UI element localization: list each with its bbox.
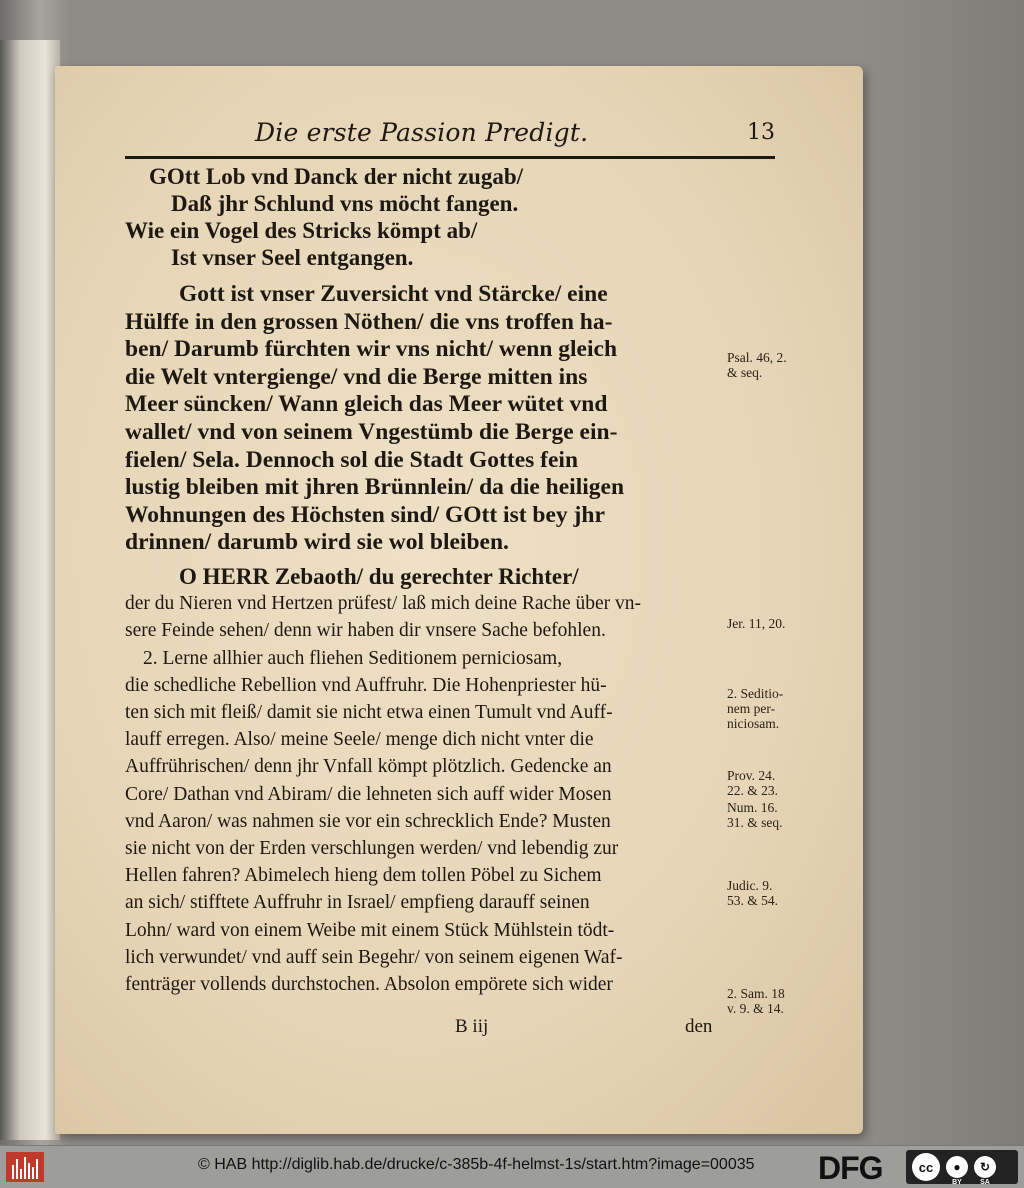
- page-content: [125, 116, 787, 1037]
- psalm-line: wallet/ vnd von seinem Vngestümb die Berge ein-: [125, 418, 618, 445]
- cc-license-badge[interactable]: [906, 1150, 1018, 1184]
- book-edge: [0, 40, 60, 1140]
- sa-label: SA: [980, 1179, 990, 1186]
- section-line: an sich/ stifftete Auffruhr in Israel/ empfieng darauff seinen: [125, 892, 590, 914]
- section-line: vnd Aaron/ was nahmen sie vor ein schrecklich Ende? Musten: [125, 810, 611, 832]
- section-line: Hellen fahren? Abimelech hieng dem tollen Pöbel zu Sichem: [125, 865, 602, 887]
- margin-note-line: Num. 16.: [727, 800, 778, 815]
- margin-note-line: niciosam.: [727, 716, 780, 731]
- running-head: [125, 116, 775, 159]
- hymn-verse: [125, 163, 775, 271]
- cc-icon: cc: [912, 1153, 940, 1181]
- section-line: Auffrührischen/ denn jhr Vnfall kömpt plötzlich. Gedencke an: [125, 756, 612, 778]
- copyright-link[interactable]: © HAB http://diglib.hab.de/drucke/c-385b-4f-helmst-1s/start.htm?image=00035: [198, 1156, 755, 1173]
- prayer-line: der du Nieren vnd Hertzen prüfest/ laß mich deine Rache über vn-: [125, 593, 642, 615]
- catchword: den: [685, 1016, 713, 1037]
- margin-note-line: Psal. 46, 2.: [727, 350, 787, 365]
- prayer-line: sere Feinde sehen/ denn wir haben dir vnsere Sache befohlen.: [125, 620, 606, 642]
- hymn-line: Daß jhr Schlund vns möcht fangen.: [171, 191, 519, 216]
- margin-note-line: 22. & 23.: [727, 783, 779, 798]
- margin-note-line: Prov. 24.: [727, 768, 776, 783]
- psalm-line: Wohnungen des Höchsten sind/ GOtt ist bey jhr: [125, 501, 605, 528]
- margin-note-line: 31. & seq.: [727, 815, 783, 830]
- margin-note-jeremiah: [727, 616, 785, 631]
- section-paragraph: [125, 645, 775, 999]
- psalm-paragraph: [125, 281, 775, 557]
- margin-note-line: 2. Seditio-: [727, 686, 784, 701]
- psalm-line: fielen/ Sela. Dennoch sol die Stadt Gottes fein: [125, 446, 579, 473]
- hab-logo-icon[interactable]: [6, 1152, 44, 1182]
- signature-mark: B iij: [455, 1016, 489, 1037]
- section-line: lauff erregen. Also/ meine Seele/ menge dich nicht vnter die: [125, 729, 594, 751]
- page-number: 13: [747, 120, 775, 145]
- margin-note-line: 53. & 54.: [727, 893, 779, 908]
- psalm-line: Hülffe in den grossen Nöthen/ die vns troffen ha-: [125, 308, 613, 335]
- margin-note-line: Judic. 9.: [727, 878, 773, 893]
- margin-note-line: Jer. 11, 20.: [727, 616, 786, 631]
- psalm-line: drinnen/ darumb wird sie wol bleiben.: [125, 529, 509, 556]
- by-attribution-icon: ● BY: [946, 1156, 968, 1178]
- hymn-line: Wie ein Vogel des Stricks kömpt ab/: [125, 218, 478, 243]
- book-page: [55, 66, 863, 1134]
- prayer-lead: O HERR Zebaoth/ du gerechter Richter/: [179, 563, 579, 589]
- margin-note-numbers: [727, 800, 783, 830]
- footer-bar: [0, 1145, 1024, 1188]
- psalm-line: Gott ist vnser Zuversicht vnd Stärcke/ eine: [179, 281, 608, 307]
- margin-note-line: & seq.: [727, 365, 763, 380]
- section-line: die schedliche Rebellion vnd Auffruhr. Die Hohenpriester hü-: [125, 674, 607, 696]
- hymn-line: Ist vnser Seel entgangen.: [171, 245, 414, 270]
- margin-note-psalm: [727, 350, 787, 380]
- section-line: ten sich mit fleiß/ damit sie nicht etwa einen Tumult vnd Auff-: [125, 701, 613, 723]
- psalm-line: Meer süncken/ Wann gleich das Meer wütet vnd: [125, 391, 608, 418]
- margin-note-line: nem per-: [727, 701, 776, 716]
- margin-note-line: 2. Sam. 18: [727, 986, 785, 1001]
- by-label: BY: [952, 1179, 962, 1186]
- running-title: Die erste Passion Predigt.: [255, 118, 589, 147]
- margin-note-samuel: [727, 986, 785, 1016]
- section-line: lich verwundet/ vnd auff sein Begehr/ von seinem eigenen Waf-: [125, 946, 623, 968]
- section-line: 2. Lerne allhier auch fliehen Seditionem perniciosam,: [143, 647, 563, 669]
- dfg-logo[interactable]: DFG: [818, 1150, 883, 1186]
- psalm-line: die Welt vntergienge/ vnd die Berge mitten ins: [125, 363, 588, 390]
- share-alike-icon: ↻ SA: [974, 1156, 996, 1178]
- margin-note-seditio: [727, 686, 783, 731]
- section-line: fenträger vollends durchstochen. Absolon empörete sich wider: [125, 973, 613, 995]
- section-line: Core/ Dathan vnd Abiram/ die lehneten sich auff wider Mosen: [125, 783, 612, 805]
- margin-note-proverbs: [727, 768, 778, 798]
- psalm-line: ben/ Darumb fürchten wir vns nicht/ wenn gleich: [125, 336, 618, 363]
- margin-note-judges: [727, 878, 778, 908]
- section-line: sie nicht von der Erden verschlungen werden/ vnd lebendig zur: [125, 837, 619, 859]
- psalm-line: lustig bleiben mit jhren Brünnlein/ da die heiligen: [125, 474, 625, 501]
- hymn-line: GOtt Lob vnd Danck der nicht zugab/: [149, 164, 524, 189]
- margin-note-line: v. 9. & 14.: [727, 1001, 784, 1016]
- prayer-paragraph: [125, 563, 775, 645]
- section-line: Lohn/ ward von einem Weibe mit einem Stück Mühlstein tödt-: [125, 919, 615, 941]
